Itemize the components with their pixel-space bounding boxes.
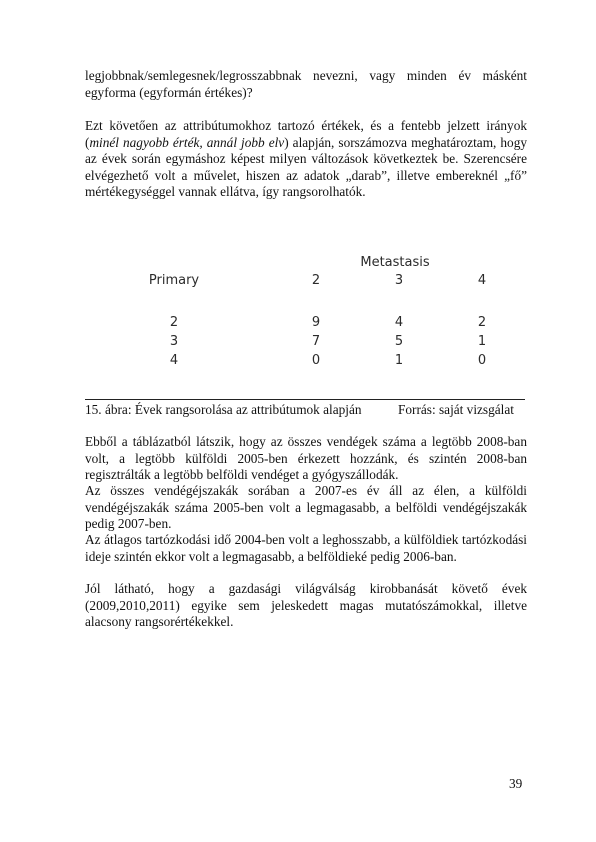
figure-col-header: 2 <box>311 273 321 288</box>
paragraph-guests: Ebből a táblázatból látszik, hogy az összes vendégek száma a legtöbb 2008-ban volt, a legtöbb külföldi 2005-ben érkezett hozzánk, és szintén 2008-ban regisztrálták a legtöbb belföldi vendéget a gyógyszállodák. <box>85 434 527 482</box>
figure-cell: 1 <box>394 353 404 368</box>
paragraph-method-end: ) alapján, sorszámozva meghatároztam, hogy az évek során egymáshoz képest milyen változások következtek be. Szerencsére elvégezhető volt a művelet, hiszen az adatok „darab”, illetve embereknél „fő” mértékegységgel vannak ellátva, így rangsorolhatók. <box>85 134 527 199</box>
figure-cell: 2 <box>477 315 487 330</box>
figure-cell: 7 <box>311 334 321 349</box>
figure-source: Forrás: saját vizsgálat <box>398 402 514 417</box>
page-number: 39 <box>509 776 523 791</box>
figure-header-metastasis: Metastasis <box>360 255 430 270</box>
paragraph-crisis: Jól látható, hogy a gazdasági világválság kirobbanását követő évek (2009,2010,2011) egyike sem jeleskedett magas mutatószámokkal, illetve alacsony rangsorértékekkel. <box>85 581 527 629</box>
figure-cell: 4 <box>394 315 404 330</box>
paragraph-method <box>85 118 527 201</box>
figure-row-primary: 2 <box>169 315 179 330</box>
figure-caption: 15. ábra: Évek rangsorolása az attribútumok alapján <box>85 402 362 417</box>
caption-rule <box>85 399 525 400</box>
figure-cell: 1 <box>477 334 487 349</box>
figure-col-header: 3 <box>394 273 404 288</box>
figure-cell: 5 <box>394 334 404 349</box>
figure-table-image <box>64 229 538 399</box>
paragraph-guest-nights: Az összes vendégéjszakák sorában a 2007-es év áll az élen, a külföldi vendégéjszakák száma 2005-ben volt a legmagasabb, a belföldi vendégéjszakák pedig 2007-ben. <box>85 483 527 531</box>
paragraph-method-italic: minél nagyobb érték, annál jobb elv <box>89 134 285 150</box>
figure-header-primary: Primary <box>148 273 200 288</box>
figure-row-primary: 4 <box>169 353 179 368</box>
figure-cell: 9 <box>311 315 321 330</box>
figure-cell: 0 <box>477 353 487 368</box>
paragraph-method-start: Ezt követően az attribútumokhoz tartozó értékek, és a fentebb jelzett irányok ( <box>85 118 527 150</box>
paragraph-stay-length: Az átlagos tartózkodási idő 2004-ben volt a leghosszabb, a külföldiek tartózkodási ideje szintén ekkor volt a legmagasabb, a belföldieké pedig 2006-ban. <box>85 532 527 564</box>
paragraph-intro: legjobbnak/semlegesnek/legrosszabbnak nevezni, vagy minden év másként egyforma (egyformán értékes)? <box>85 68 527 100</box>
figure-row-primary: 3 <box>169 334 179 349</box>
figure-col-header: 4 <box>477 273 487 288</box>
figure-cell: 0 <box>311 353 321 368</box>
